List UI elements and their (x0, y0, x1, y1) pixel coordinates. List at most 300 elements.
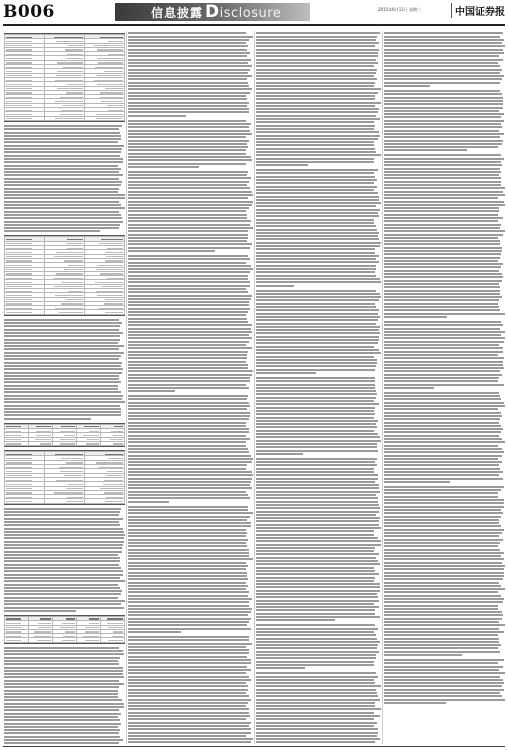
illegible-text-line (128, 361, 246, 363)
table-cell (29, 638, 53, 642)
illegible-text-line (4, 381, 121, 383)
illegible-text-line (128, 384, 246, 386)
illegible-text-line (256, 725, 374, 727)
illegible-text-line (128, 314, 246, 316)
illegible-text-line (4, 188, 119, 190)
illegible-text-line (128, 387, 249, 389)
financial-table-1 (4, 33, 125, 122)
illegible-text-line (4, 155, 120, 157)
illegible-text-line (384, 263, 503, 265)
illegible-text-line (4, 680, 119, 682)
illegible-text-line (256, 517, 380, 519)
illegible-text-line (384, 486, 504, 488)
illegible-text-line (256, 631, 374, 633)
body-paragraph (128, 255, 253, 392)
illegible-text-line (384, 97, 503, 99)
illegible-text-line (4, 567, 121, 569)
illegible-text-line (384, 641, 499, 643)
illegible-text-line (256, 186, 377, 188)
illegible-text-line (128, 115, 186, 117)
illegible-text-line (128, 614, 248, 616)
illegible-text-line (128, 227, 253, 229)
illegible-text-line (384, 431, 501, 433)
illegible-text-line (128, 45, 248, 47)
illegible-text-line (128, 337, 252, 339)
illegible-text-line (256, 176, 375, 178)
illegible-text-line (384, 445, 498, 447)
illegible-text-line (128, 422, 246, 424)
illegible-text-line (128, 402, 249, 404)
illegible-text-line (256, 209, 380, 211)
illegible-text-line (128, 672, 246, 674)
illegible-text-line (128, 474, 253, 476)
illegible-text-line (256, 144, 374, 146)
illegible-text-line (4, 332, 123, 334)
illegible-text-line (128, 471, 252, 473)
table-cell (45, 499, 85, 503)
illegible-text-line (256, 285, 294, 287)
illegible-text-line (4, 653, 124, 655)
illegible-text-line (256, 474, 378, 476)
illegible-text-line (384, 220, 498, 222)
illegible-text-line (128, 321, 248, 323)
illegible-text-line (256, 563, 380, 565)
illegible-text-line (128, 631, 181, 633)
illegible-text-line (384, 191, 503, 193)
illegible-text-line (384, 328, 500, 330)
illegible-text-line (128, 291, 248, 293)
illegible-text-line (384, 598, 504, 600)
illegible-text-line (256, 590, 380, 592)
table-cell (5, 116, 45, 120)
illegible-text-line (128, 230, 248, 232)
illegible-text-line (256, 593, 377, 595)
illegible-text-line (4, 388, 118, 390)
illegible-text-line (256, 728, 378, 730)
illegible-text-line (256, 265, 376, 267)
illegible-text-line (4, 534, 125, 536)
illegible-text-line (128, 708, 249, 710)
body-paragraph (256, 458, 381, 622)
illegible-text-line (256, 647, 377, 649)
illegible-text-line (384, 324, 503, 326)
illegible-text-line (256, 69, 377, 71)
table-cell (77, 638, 101, 642)
illegible-text-line (4, 521, 119, 523)
illegible-text-line (384, 136, 500, 138)
illegible-text-line (384, 364, 503, 366)
illegible-text-line (256, 491, 380, 493)
illegible-text-line (128, 555, 249, 557)
body-paragraph (256, 290, 381, 374)
illegible-text-line (256, 108, 379, 110)
illegible-text-line (128, 562, 246, 564)
illegible-text-line (128, 481, 251, 483)
illegible-text-line (256, 577, 375, 579)
illegible-text-line (256, 299, 379, 301)
illegible-text-line (128, 123, 251, 125)
illegible-text-line (128, 52, 250, 54)
illegible-text-line (256, 75, 374, 77)
illegible-text-line (4, 607, 124, 609)
illegible-text-line (256, 497, 378, 499)
body-paragraph (4, 125, 125, 233)
illegible-text-line (128, 552, 249, 554)
illegible-text-line (384, 201, 504, 203)
illegible-text-line (4, 191, 118, 193)
illegible-text-line (4, 554, 118, 556)
illegible-text-line (256, 278, 380, 280)
illegible-text-line (384, 299, 499, 301)
illegible-text-line (256, 62, 378, 64)
illegible-text-line (256, 158, 374, 160)
illegible-text-line (256, 672, 376, 674)
illegible-text-line (384, 260, 498, 262)
illegible-text-line (256, 692, 377, 694)
financial-table-2-grid (4, 236, 125, 314)
illegible-text-line (384, 273, 502, 275)
illegible-text-line (128, 689, 248, 691)
illegible-text-line (256, 494, 376, 496)
illegible-text-line (384, 496, 498, 498)
illegible-text-line (128, 478, 252, 480)
illegible-text-line (4, 670, 123, 672)
illegible-text-line (4, 151, 121, 153)
table-cell (85, 116, 125, 120)
illegible-text-line (256, 128, 374, 130)
illegible-text-line (128, 187, 250, 189)
illegible-text-line (256, 540, 381, 542)
illegible-text-line (4, 719, 120, 721)
illegible-text-line (128, 181, 249, 183)
illegible-text-line (4, 508, 121, 510)
illegible-text-line (384, 270, 499, 272)
illegible-text-line (128, 695, 249, 697)
illegible-text-line (384, 644, 501, 646)
illegible-text-line (384, 331, 505, 333)
illegible-text-line (384, 207, 499, 209)
illegible-text-line (256, 268, 376, 270)
illegible-text-line (256, 222, 374, 224)
illegible-text-line (256, 131, 379, 133)
illegible-text-line (384, 387, 434, 389)
illegible-text-line (384, 110, 499, 112)
illegible-text-line (128, 441, 246, 443)
illegible-text-line (4, 574, 123, 576)
illegible-text-line (128, 715, 250, 717)
illegible-text-line (128, 636, 249, 638)
illegible-text-line (384, 654, 462, 656)
illegible-text-line (128, 285, 250, 287)
illegible-text-line (384, 608, 498, 610)
illegible-text-line (4, 686, 119, 688)
illegible-text-line (4, 570, 123, 572)
column-divider (254, 31, 255, 744)
illegible-text-line (384, 392, 499, 394)
body-paragraph (128, 636, 253, 744)
column-3 (256, 31, 381, 744)
illegible-text-line (256, 365, 376, 367)
illegible-text-line (384, 85, 430, 87)
illegible-text-line (4, 577, 120, 579)
illegible-text-line (384, 662, 498, 664)
illegible-text-line (128, 591, 249, 593)
illegible-text-line (256, 78, 377, 80)
illegible-text-line (384, 49, 503, 51)
illegible-text-line (384, 575, 504, 577)
illegible-text-line (384, 611, 502, 613)
illegible-text-line (256, 596, 378, 598)
illegible-text-line (256, 39, 376, 41)
illegible-text-line (256, 380, 375, 382)
illegible-text-line (256, 613, 375, 615)
illegible-text-line (4, 138, 121, 140)
illegible-text-line (384, 634, 498, 636)
illegible-text-line (384, 337, 505, 339)
illegible-text-line (256, 586, 380, 588)
column-4 (384, 31, 505, 744)
illegible-text-line (384, 240, 500, 242)
illegible-text-line (384, 303, 498, 305)
illegible-text-line (128, 669, 251, 671)
illegible-text-line (384, 90, 500, 92)
illegible-text-line (4, 673, 123, 675)
illegible-text-line (256, 641, 380, 643)
illegible-text-line (256, 679, 374, 681)
illegible-text-line (256, 738, 380, 740)
illegible-text-line (4, 181, 122, 183)
illegible-text-line (128, 250, 215, 252)
illegible-text-line (384, 82, 500, 84)
illegible-text-line (256, 65, 374, 67)
illegible-text-line (128, 271, 250, 273)
illegible-text-line (384, 52, 504, 54)
illegible-text-line (384, 685, 502, 687)
illegible-text-line (384, 532, 502, 534)
illegible-text-line (128, 308, 250, 310)
illegible-text-line (128, 741, 251, 743)
illegible-text-line (256, 275, 376, 277)
illegible-text-line (256, 557, 376, 559)
illegible-text-line (128, 484, 250, 486)
illegible-text-line (4, 587, 120, 589)
illegible-text-line (384, 357, 504, 359)
illegible-text-line (128, 262, 246, 264)
illegible-text-line (384, 266, 501, 268)
illegible-text-line (128, 234, 248, 236)
illegible-text-line (384, 69, 502, 71)
illegible-text-line (4, 391, 121, 393)
illegible-text-line (256, 514, 376, 516)
table-cell (45, 116, 85, 120)
illegible-text-line (256, 202, 381, 204)
illegible-text-line (4, 739, 123, 741)
illegible-text-line (384, 55, 499, 57)
illegible-text-line (384, 624, 505, 626)
illegible-text-line (384, 174, 499, 176)
illegible-text-line (4, 703, 124, 705)
illegible-text-line (256, 453, 303, 455)
illegible-text-line (4, 647, 119, 649)
table-cell (53, 441, 77, 445)
illegible-text-line (256, 741, 375, 743)
illegible-text-line (4, 224, 120, 226)
illegible-text-line (384, 133, 504, 135)
illegible-text-line (128, 328, 251, 330)
illegible-text-line (256, 501, 378, 503)
illegible-text-line (256, 634, 376, 636)
illegible-text-line (128, 92, 250, 94)
illegible-text-line (256, 487, 379, 489)
body-paragraph (4, 319, 125, 420)
illegible-text-line (128, 618, 251, 620)
illegible-text-line (384, 197, 498, 199)
financial-table-2 (4, 235, 125, 315)
illegible-text-line (384, 588, 505, 590)
illegible-text-line (256, 229, 377, 231)
illegible-text-line (128, 354, 247, 356)
illegible-text-line (384, 695, 502, 697)
illegible-text-line (384, 702, 446, 704)
illegible-text-line (256, 189, 374, 191)
illegible-text-line (256, 661, 374, 663)
illegible-text-line (256, 461, 375, 463)
illegible-text-line (256, 478, 378, 480)
illegible-text-line (128, 621, 249, 623)
illegible-text-line (128, 367, 248, 369)
illegible-text-line (4, 158, 123, 160)
illegible-text-line (128, 611, 251, 613)
illegible-text-line (256, 464, 377, 466)
illegible-text-line (256, 36, 377, 38)
illegible-text-line (128, 39, 249, 41)
illegible-text-line (384, 316, 447, 318)
illegible-text-line (128, 692, 246, 694)
illegible-text-line (128, 146, 248, 148)
illegible-text-line (128, 166, 199, 168)
illegible-text-line (256, 722, 377, 724)
illegible-text-line (256, 225, 376, 227)
illegible-text-line (128, 529, 246, 531)
illegible-text-line (4, 227, 119, 229)
illegible-text-line (4, 600, 125, 602)
illegible-text-line (4, 352, 124, 354)
illegible-text-line (128, 682, 246, 684)
illegible-text-line (256, 580, 374, 582)
illegible-text-line (256, 689, 376, 691)
body-paragraph (256, 672, 381, 744)
illegible-text-line (128, 461, 252, 463)
illegible-text-line (128, 184, 247, 186)
illegible-text-line (384, 405, 505, 407)
illegible-text-line (128, 240, 247, 242)
body-paragraph (256, 377, 381, 455)
illegible-text-line (4, 597, 118, 599)
illegible-text-line (256, 651, 379, 653)
illegible-text-line (384, 100, 503, 102)
illegible-text-line (4, 537, 124, 539)
body-paragraph (384, 154, 505, 318)
illegible-text-line (384, 257, 500, 259)
illegible-text-line (256, 606, 379, 608)
illegible-text-line (4, 184, 121, 186)
illegible-text-line (256, 377, 375, 379)
illegible-text-line (384, 621, 499, 623)
illegible-text-line (256, 49, 379, 51)
illegible-text-line (384, 62, 498, 64)
illegible-text-line (384, 59, 503, 61)
illegible-text-line (4, 541, 124, 543)
illegible-text-line (128, 265, 251, 267)
illegible-text-line (256, 309, 379, 311)
illegible-text-line (256, 164, 308, 166)
illegible-text-line (128, 535, 246, 537)
illegible-text-line (384, 120, 504, 122)
illegible-text-line (256, 352, 381, 354)
column-1 (4, 31, 125, 744)
illegible-text-line (128, 111, 249, 113)
illegible-text-line (128, 255, 248, 257)
illegible-text-line (256, 436, 380, 438)
illegible-text-line (128, 88, 252, 90)
illegible-text-line (4, 603, 121, 605)
illegible-text-line (128, 191, 252, 193)
illegible-text-line (256, 715, 380, 717)
illegible-text-line (256, 290, 376, 292)
illegible-text-line (256, 664, 374, 666)
illegible-text-line (128, 525, 251, 527)
illegible-text-line (4, 683, 124, 685)
illegible-text-line (256, 336, 379, 338)
illegible-text-line (384, 435, 499, 437)
illegible-text-line (128, 646, 246, 648)
illegible-text-line (4, 690, 118, 692)
illegible-text-line (256, 72, 376, 74)
illegible-text-line (128, 605, 249, 607)
table-cell (77, 441, 101, 445)
illegible-text-line (384, 146, 498, 148)
illegible-text-line (384, 585, 501, 587)
illegible-text-line (4, 128, 119, 130)
illegible-text-line (128, 735, 246, 737)
illegible-text-line (256, 313, 378, 315)
illegible-text-line (384, 374, 502, 376)
illegible-text-line (384, 522, 499, 524)
illegible-text-line (384, 377, 499, 379)
illegible-text-line (384, 93, 502, 95)
illegible-text-line (384, 519, 499, 521)
body-paragraph (128, 32, 253, 116)
page-number: B006 (3, 2, 55, 22)
illegible-text-line (384, 194, 505, 196)
table-cell (53, 638, 77, 642)
illegible-text-line (128, 143, 247, 145)
illegible-text-line (128, 608, 252, 610)
illegible-text-line (4, 221, 123, 223)
illegible-text-line (256, 196, 379, 198)
body-paragraph (4, 508, 125, 612)
illegible-text-line (384, 171, 501, 173)
illegible-text-line (256, 560, 378, 562)
illegible-text-line (256, 384, 375, 386)
illegible-text-line (4, 729, 120, 731)
illegible-text-line (128, 82, 248, 84)
illegible-text-line (128, 247, 250, 249)
illegible-text-line (128, 718, 246, 720)
body-paragraph (128, 120, 253, 168)
illegible-text-line (256, 271, 375, 273)
illegible-text-line (256, 699, 380, 701)
